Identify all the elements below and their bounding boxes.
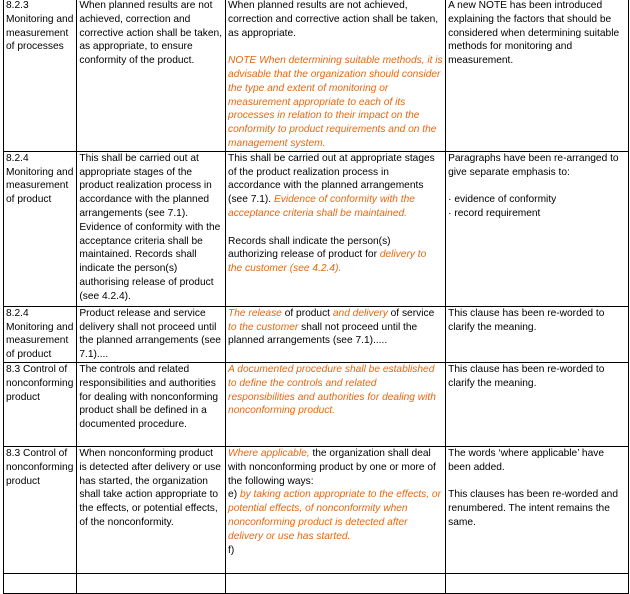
clause-title: nonconforming bbox=[6, 377, 74, 389]
clause-title: measurement bbox=[6, 27, 69, 39]
new-text: of product bbox=[284, 307, 331, 319]
comment-text: Paragraphs have been re-arranged to give separate emphasis to: bbox=[448, 152, 619, 178]
new-text-highlight: A documented procedure shall be established to define the controls and related responsibilities and authorities for dealing with nonconforming product. bbox=[228, 363, 436, 417]
new-text-highlight: Where applicable, bbox=[228, 447, 310, 459]
comment-list-item: · evidence of conformity bbox=[448, 194, 557, 206]
clause-title: of processes bbox=[6, 41, 64, 53]
old-text: When nonconforming product is detected after delivery or use has started, the organization shall take action appropriate to the effects, or potential effects, of the nonconformity. bbox=[79, 447, 221, 528]
new-note: NOTE When determining suitable methods, it is advisable that the organization should consider the type and extent of monitoring or measurement appropriate to each of its processes in relation to their impact on the conformity to product requirements and on the management system. bbox=[228, 55, 443, 149]
new-text: This shall be carried out at appropriate stages of the product realization process in accordance with the planned arrangements (see 7.1). bbox=[228, 152, 435, 206]
table-row bbox=[4, 573, 629, 593]
new-text-cell bbox=[226, 362, 446, 446]
comment-cell bbox=[446, 362, 629, 446]
new-text: When planned results are not achieved, correction and corrective action shall be taken, as appropriate. bbox=[228, 0, 439, 39]
old-text-cell bbox=[77, 306, 226, 362]
new-text-highlight: delivery to the customer (see 4.2.4). bbox=[228, 249, 427, 275]
new-text: shall not proceed until the planned arrangements (see 7.1)..... bbox=[228, 321, 418, 347]
clause-number: 8.3 Control of bbox=[6, 363, 68, 375]
old-text-cell bbox=[77, 573, 226, 593]
new-text-cell bbox=[226, 573, 446, 593]
clause-cell bbox=[4, 306, 77, 362]
table-row bbox=[4, 306, 629, 362]
old-text: When planned results are not achieved, correction and corrective action shall be taken, as appropriate, to ensure conformity of the product. bbox=[79, 0, 223, 67]
clause-title: product bbox=[6, 391, 40, 403]
clause-number: 8.2.3 bbox=[6, 0, 29, 11]
clause-number: 8.2.4 bbox=[6, 307, 29, 319]
clause-title: Monitoring and bbox=[6, 321, 74, 333]
list-marker: e) bbox=[228, 489, 238, 501]
clause-cell bbox=[4, 573, 77, 593]
comment-cell bbox=[446, 0, 629, 151]
table-row bbox=[4, 446, 629, 573]
new-text-highlight: by taking action appropriate to the effects, or potential effects, of nonconformity when nonconforming product is detected after delivery or use has started. bbox=[228, 489, 441, 542]
comment-cell bbox=[446, 151, 629, 306]
clause-number: 8.2.4 bbox=[6, 152, 29, 164]
old-text-cell bbox=[77, 446, 226, 573]
new-text-highlight: and delivery bbox=[332, 307, 388, 319]
new-text-cell bbox=[226, 0, 446, 151]
clause-title: Monitoring and bbox=[6, 13, 74, 25]
new-text-highlight: The release bbox=[228, 307, 282, 319]
clause-cell bbox=[4, 151, 77, 306]
clause-cell bbox=[4, 0, 77, 151]
old-text-cell bbox=[77, 0, 226, 151]
table-row bbox=[4, 151, 629, 306]
comment-text: This clause has been re-worded to clarify the meaning. bbox=[448, 363, 605, 389]
clause-title: of product bbox=[6, 349, 52, 361]
old-text: This shall be carried out at appropriate stages of the product realization process in accordance with the planned arrangements (see 7.1). Evidence of conformity with the acceptance criteria shall be maintained. Records shall indicate the person(s) authorising release of product (see 4.2.4). bbox=[79, 152, 221, 302]
comment-text: This clauses has been re-worded and renumbered. The intent remains the same. bbox=[448, 489, 618, 528]
new-text: Records shall indicate the person(s) authorizing release of product for bbox=[228, 235, 391, 261]
new-text: of service bbox=[390, 307, 435, 319]
clause-cell bbox=[4, 362, 77, 446]
old-text-cell bbox=[77, 362, 226, 446]
new-text-cell bbox=[226, 446, 446, 573]
comment-list-item: · record requirement bbox=[448, 207, 541, 219]
old-text: Product release and service delivery shall not proceed until the planned arrangements (see 7.1).... bbox=[79, 307, 221, 361]
comment-text: This clause has been re-worded to clarify the meaning. bbox=[448, 307, 605, 333]
comment-cell bbox=[446, 573, 629, 593]
comparison-table bbox=[3, 0, 629, 594]
clause-cell bbox=[4, 446, 77, 573]
new-text-cell bbox=[226, 151, 446, 306]
clause-title: measurement bbox=[6, 180, 69, 192]
clause-number: 8.3 Control of bbox=[6, 447, 68, 459]
clause-title: Monitoring and bbox=[6, 166, 74, 178]
comment-cell bbox=[446, 446, 629, 573]
old-text: The controls and related responsibilities and authorities for dealing with nonconforming product shall be defined in a documented procedure. bbox=[79, 363, 219, 431]
comment-text: The words ‘where applicable’ have been added. bbox=[448, 447, 605, 473]
comment-cell bbox=[446, 306, 629, 362]
comment-text: A new NOTE has been introduced explaining the factors that should be considered when determining suitable methods for monitoring and measurement. bbox=[448, 0, 620, 67]
table-row bbox=[4, 362, 629, 446]
new-text-highlight: to the customer bbox=[228, 321, 299, 333]
clause-title: of product bbox=[6, 194, 52, 206]
clause-title: measurement bbox=[6, 335, 69, 347]
clause-title: product bbox=[6, 475, 40, 487]
list-marker: f) bbox=[228, 544, 235, 556]
new-text-highlight: Evidence of conformity with the acceptance criteria shall be maintained. bbox=[228, 194, 415, 219]
table-row bbox=[4, 0, 629, 151]
new-text: the organization shall deal with nonconforming product by one or more of the following ways: bbox=[228, 447, 436, 487]
new-text-cell bbox=[226, 306, 446, 362]
old-text-cell bbox=[77, 151, 226, 306]
clause-title: nonconforming bbox=[6, 461, 74, 473]
